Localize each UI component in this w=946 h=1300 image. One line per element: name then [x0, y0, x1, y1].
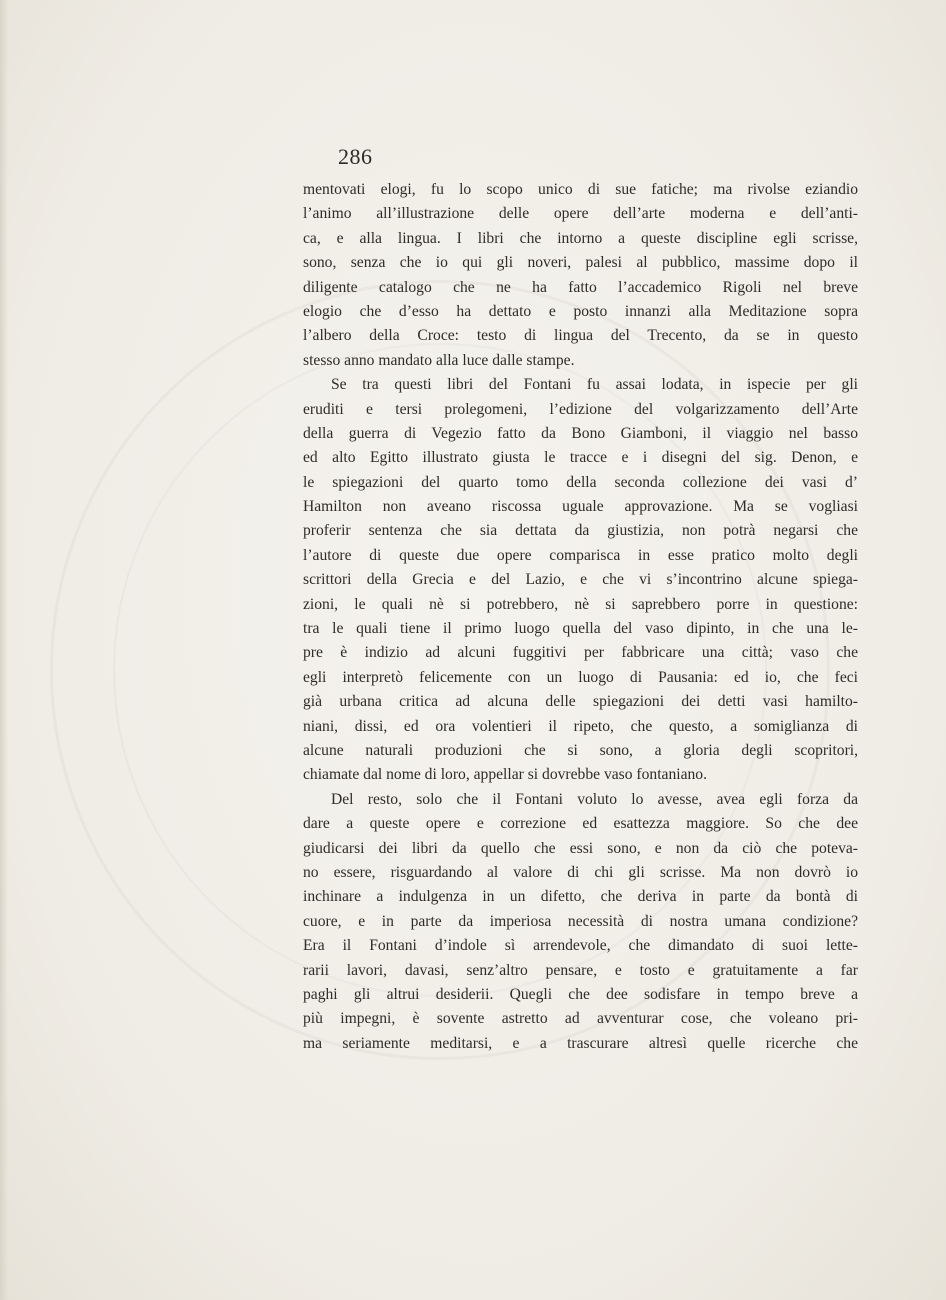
- text-line: Se tra questi libri del Fontani fu assai lodata, in ispecie per gli: [331, 376, 858, 394]
- text-line: alcune naturali produzioni che si sono, a gloria degli scopritori,: [303, 741, 858, 759]
- text-line: ed alto Egitto illustrato giusta le tracce e i disegni del sig. Denon, e: [303, 449, 858, 467]
- text-line: elogio che d’esso ha dettato e posto innanzi alla Meditazione sopra: [303, 302, 858, 320]
- text-line: stesso anno mandato alla luce dalle stampe.: [303, 351, 575, 369]
- body-text: [303, 178, 858, 1056]
- text-line: Del resto, solo che il Fontani voluto lo avesse, avea egli forza da: [331, 790, 858, 808]
- text-line: eruditi e tersi prolegomeni, l’edizione del volgarizzamento dell’Arte: [303, 400, 858, 418]
- text-line: pre è indizio ad alcuni fuggitivi per fabbricare una città; vaso che: [303, 644, 858, 662]
- text-line: ca, e alla lingua. I libri che intorno a queste discipline egli scrisse,: [303, 229, 858, 247]
- text-line: già urbana critica ad alcuna delle spiegazioni dei detti vasi hamilto-: [303, 693, 858, 711]
- text-line: giudicarsi dei libri da quello che essi sono, e non da ciò che poteva-: [303, 839, 858, 857]
- text-line: inchinare a indulgenza in un difetto, che deriva in parte da bontà di: [303, 888, 858, 906]
- text-line: Era il Fontani d’indole sì arrendevole, che dimandato di suoi lette-: [303, 937, 858, 955]
- text-line: dare a queste opere e correzione ed esattezza maggiore. So che dee: [303, 815, 858, 833]
- text-line: diligente catalogo che ne ha fatto l’accademico Rigoli nel breve: [303, 278, 858, 296]
- text-line: paghi gli altrui desiderii. Quegli che dee sodisfare in tempo breve a: [303, 985, 858, 1003]
- text-line: egli interpretò felicemente con un luogo di Pausania: ed io, che feci: [303, 668, 858, 686]
- text-line: Hamilton non aveano riscossa uguale approvazione. Ma se vogliasi: [303, 498, 858, 516]
- text-line: le spiegazioni del quarto tomo della seconda collezione dei vasi d’: [303, 473, 858, 491]
- text-line: proferir sentenza che sia dettata da giustizia, non potrà negarsi che: [303, 522, 858, 540]
- text-line: chiamate dal nome di loro, appellar si dovrebbe vaso fontaniano.: [303, 766, 708, 784]
- text-line: niani, dissi, ed ora volentieri il ripeto, che questo, a somiglianza di: [303, 717, 858, 735]
- text-line: più impegni, è sovente astretto ad avventurar cose, che voleano pri-: [303, 1010, 858, 1028]
- text-line: sono, senza che io qui gli noveri, palesi al pubblico, massime dopo il: [303, 254, 858, 272]
- page-number: 286: [338, 144, 373, 169]
- text-line: l’animo all’illustrazione delle opere dell’arte moderna e dell’anti-: [303, 205, 858, 223]
- text-line: l’autore di queste due opere comparisca in esse pratico molto degli: [303, 546, 858, 564]
- text-line: tra le quali tiene il primo luogo quella del vaso dipinto, in che una le-: [303, 620, 858, 638]
- text-line: zioni, le quali nè si potrebbero, nè si saprebbero porre in questione:: [303, 595, 858, 613]
- text-line: rarii lavori, davasi, senz’altro pensare, e tosto e gratuitamente a far: [303, 961, 858, 979]
- text-line: no essere, risguardando al valore di chi gli scrisse. Ma non dovrò io: [303, 863, 858, 881]
- text-line: ma seriamente meditarsi, e a trascurare altresì quelle ricerche che: [303, 1034, 858, 1052]
- text-line: l’albero della Croce: testo di lingua del Trecento, da se in questo: [303, 327, 858, 345]
- text-line: della guerra di Vegezio fatto da Bono Giamboni, il viaggio nel basso: [303, 424, 858, 442]
- page-edge-shadow: [0, 0, 8, 1300]
- text-line: cuore, e in parte da imperiosa necessità di nostra umana condizione?: [303, 912, 858, 930]
- text-line: scrittori della Grecia e del Lazio, e che vi s’incontrino alcune spiega-: [303, 571, 858, 589]
- text-line: mentovati elogi, fu lo scopo unico di sue fatiche; ma rivolse eziandio: [303, 181, 858, 198]
